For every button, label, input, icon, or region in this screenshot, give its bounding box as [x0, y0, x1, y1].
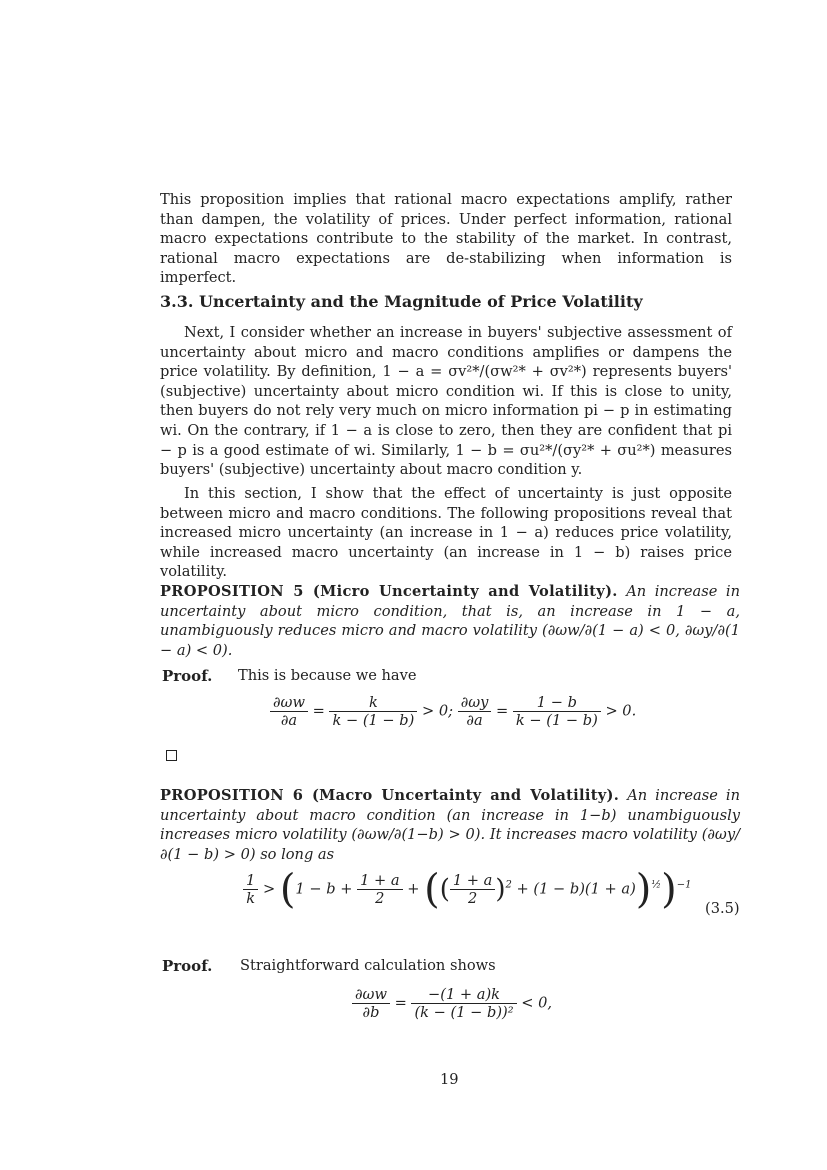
eq35-exp-half: ½	[651, 879, 662, 891]
eq6-frac-lhs: $\frac{\partial\omega w}{\partial b}$	[352, 986, 390, 1021]
eq6-tail: < 0,	[521, 994, 553, 1012]
eq35-body: 1 − b +	[295, 880, 358, 898]
proposition-6-text: An increase in uncertainty about macro condition (an increase in 1−b) unambiguously increases micro volatility (∂ωw/∂(1−b) > 0). It increases macro volatility (∂ωy/∂(1 − b) > 0) so long as	[160, 787, 740, 863]
eq5-frac-lhs1: $\frac{\partial\omega w}{\partial a}$	[270, 694, 308, 729]
eq35-frac-2: $\frac{1 + a}{2}$	[450, 872, 496, 907]
proof-6-text: Straightforward calculation shows	[240, 957, 496, 974]
eq5-sep: > 0;	[421, 702, 454, 720]
proof-5-label: Proof.	[162, 667, 213, 685]
eq35-tail: + (1 − b)(1 + a)	[516, 880, 636, 898]
eq5-frac-rhs2: $\frac{1 - b}{k - (1 - b)}$	[513, 694, 601, 729]
eq35-frac-lhs: $\frac{1}{k}$	[243, 872, 258, 907]
eq35-plus: +	[407, 880, 420, 898]
proof-6-label: Proof.	[162, 957, 213, 975]
proposition-6	[160, 786, 740, 864]
proposition-5-text: An increase in uncertainty about micro condition, that is, an increase in 1 − a, unambiguously reduces micro and macro volatility (∂ωw/∂(1 − a) < 0, ∂ωy/∂(1 − a) < 0).	[160, 583, 740, 659]
eq35-frac-1: $\frac{1 + a}{2}$	[357, 872, 403, 907]
eq5-tail: > 0.	[605, 702, 637, 720]
page-number: 19	[440, 1071, 459, 1088]
proposition-5	[160, 582, 740, 660]
equation-proof-5: $\frac{\partial\omega w}{\partial a}$ = $\frac{k}{k - (1 - b)}$ > 0; $\frac{\partial\omega y}{\partial a}$ = $\frac{1 - b}{k - (1 - b)}$ > 0.	[270, 694, 636, 729]
eq5-frac-rhs1: $\frac{k}{k - (1 - b)}$	[329, 694, 417, 729]
eq35-exp-neg1: −1	[676, 879, 692, 891]
section-title: 3.3. Uncertainty and the Magnitude of Price Volatility	[160, 292, 643, 311]
eq6-frac-rhs: $\frac{-(1 + a)k}{\text{(k − (1 − b))²}}$	[411, 986, 516, 1021]
paragraph-section-overview: In this section, I show that the effect of uncertainty is just opposite between micro and macro conditions. The following propositions reveal that increased micro uncertainty (an increase in 1 − a) reduces price volatility, while increased macro uncertainty (an increase in 1 − b) raises price volatility.	[160, 485, 732, 581]
equation-proof-6: $\frac{\partial\omega w}{\partial b}$ = $\frac{-(1 + a)k}{\text{(k − (1 − b))²}}$ < 0,	[352, 986, 552, 1021]
paragraph-intro: This proposition implies that rational macro expectations amplify, rather than dampen, the volatility of prices. Under perfect information, rational macro expectations contribute to the stability of the market. In contrast, rational macro expectations are de-stabilizing when information is imperfect.	[160, 191, 732, 287]
eq35-gt: >	[262, 880, 276, 898]
eq5-frac-lhs2: $\frac{\partial\omega y}{\partial a}$	[458, 694, 492, 729]
equation-3-5: $\frac{1}{k}$ > (1 − b + $\frac{1 + a}{2}$ + (( $\frac{1 + a}{2}$ )$^2$ + (1 − b)(1 + a))$^{\frac{1}{2}}$)$^{-1}$	[243, 872, 691, 907]
paragraph-uncertainty-definition: Next, I consider whether an increase in buyers' subjective assessment of uncertainty about micro and macro conditions amplifies or dampens the price volatility. By definition, 1 − a = σv²*/(σw²* + σv²*) represents buyers' (subjective) uncertainty about micro condition wi. If this is close to unity, then buyers do not rely very much on micro information pi − p in estimating wi. On the contrary, if 1 − a is close to zero, then they are confident that pi − p is a good estimate of wi. Similarly, 1 − b = σu²*/(σy²* + σu²*) measures buyers' (subjective) uncertainty about macro condition y.	[160, 324, 732, 479]
proposition-5-heading: PROPOSITION 5 (Micro Uncertainty and Volatility).	[160, 583, 618, 600]
proof-5-text: This is because we have	[238, 667, 417, 684]
proposition-6-heading: PROPOSITION 6 (Macro Uncertainty and Volatility).	[160, 787, 620, 804]
equation-number: (3.5)	[705, 900, 740, 917]
qed-box	[166, 750, 177, 761]
